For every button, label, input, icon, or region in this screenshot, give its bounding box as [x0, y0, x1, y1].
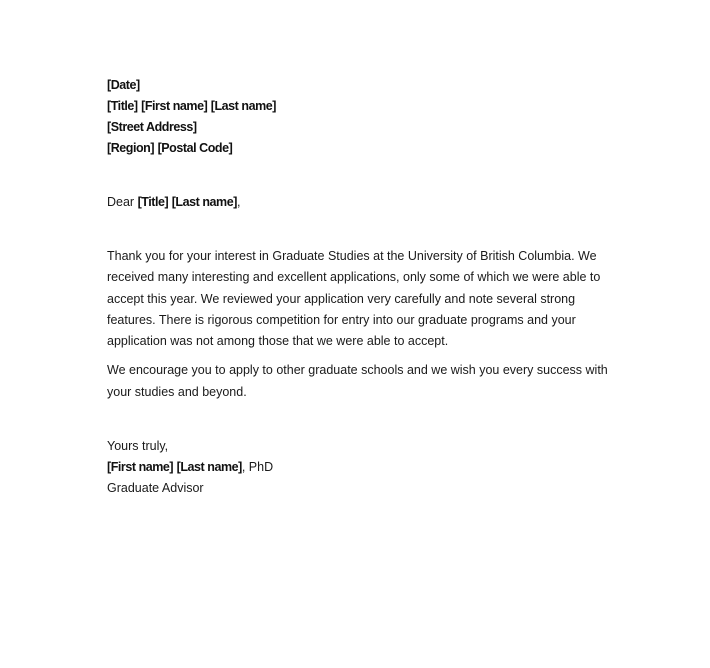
date-placeholder: [Date]	[107, 78, 140, 92]
letter-page	[107, 75, 607, 499]
postal-code-placeholder: [Postal Code]	[157, 141, 233, 155]
signer-name-line	[107, 457, 607, 478]
date-line	[107, 75, 607, 96]
body-paragraph-1-line: Thank you for your interest in Graduate Studies at the University of British Columbia. We	[107, 249, 597, 263]
body-paragraph-1-line: features. There is rigorous competition for entry into our graduate programs and your	[107, 312, 576, 327]
salutation-title-placeholder: [Title]	[137, 195, 169, 209]
valediction: Yours truly,	[107, 439, 169, 454]
body-paragraph-1	[107, 246, 601, 352]
salutation	[107, 192, 607, 213]
letter-body	[107, 246, 607, 403]
closing-block	[107, 436, 607, 499]
salutation-dear: Dear	[107, 195, 135, 209]
signer-role: Graduate Advisor	[107, 481, 204, 496]
title-placeholder: [Title]	[107, 99, 138, 113]
body-paragraph-2-line: your studies and beyond.	[107, 384, 247, 399]
signer-last-name-placeholder: [Last name]	[176, 460, 242, 475]
signer-degree: , PhD	[241, 460, 274, 475]
region-line	[107, 138, 607, 159]
body-paragraph-2-line: We encourage you to apply to other graduate schools and we wish you every success with	[107, 363, 608, 378]
body-paragraph-1-line: received many interesting and excellent applications, only some of which we were able to	[107, 270, 601, 285]
salutation-last-name-placeholder: [Last name]	[171, 195, 237, 209]
street-address-placeholder: [Street Address]	[107, 120, 197, 134]
last-name-placeholder: [Last name]	[210, 99, 276, 113]
signer-first-name-placeholder: [First name]	[107, 460, 174, 475]
recipient-address-block	[107, 75, 607, 159]
recipient-name-line	[107, 96, 607, 117]
body-paragraph-1-line: application was not among those that we were able to accept.	[107, 334, 449, 349]
salutation-punctuation: ,	[236, 195, 241, 209]
body-paragraph-2	[107, 360, 608, 403]
body-paragraph-1-line: accept this year. We reviewed your application very carefully and note several strong	[107, 291, 576, 306]
region-placeholder: [Region]	[107, 141, 155, 155]
first-name-placeholder: [First name]	[141, 99, 208, 113]
street-line	[107, 117, 607, 138]
